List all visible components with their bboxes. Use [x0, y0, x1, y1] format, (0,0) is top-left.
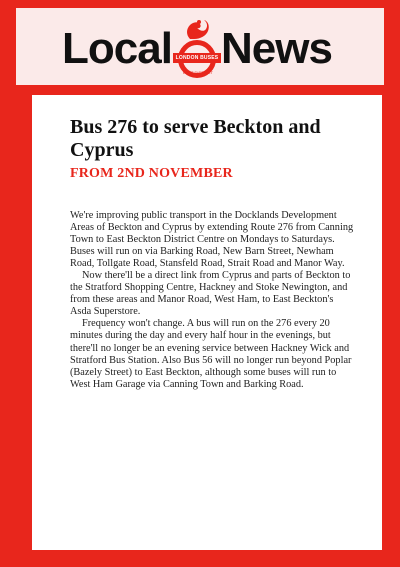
- article-headline: Bus 276 to serve Beckton and Cyprus: [70, 116, 321, 161]
- article-paragraph-1: We're improving public transport in the Docklands Development Areas of Beckton and Cyprus by extending Route 276 from Canning Town to East Beckton District Centre on Mondays to Saturdays. Buses will run on via Barking Road, New Barn Street, Newham Road, Tollgate Road, Stansfeld Road, Strait Road and Manor Way.: [70, 210, 354, 270]
- london-buses-logo-icon: [173, 16, 223, 82]
- roundel-bar: LONDON BUSES: [173, 53, 221, 63]
- logo-subtitle: EAST DISTRICT: [183, 70, 213, 75]
- masthead-title-right: News: [221, 24, 332, 73]
- masthead: [16, 8, 384, 85]
- article-subhead: FROM 2ND NOVEMBER: [70, 166, 233, 181]
- article-body: [70, 210, 356, 391]
- article-paragraph-2: Now there'll be a direct link from Cyprus and parts of Beckton to the Stratford Shopping Centre, Hackney and Stoke Newington, and from these areas and Manor Road, West Ham, to East Beckton's Asda Superstore.: [70, 270, 351, 318]
- masthead-title-left: Local: [62, 24, 172, 73]
- squirrel-icon: [184, 17, 210, 41]
- article-paragraph-3: Frequency won't change. A bus will run on the 276 every 20 minutes during the day and every half hour in the evenings, but there'll no longer be an evening service between Hackney Wick and Stratford Bus Station. Also Bus 56 will no longer run beyond Poplar (Bazely Street) to East Beckton, although some buses will run to West Ham Garage via Canning Town and Barking Road.: [70, 318, 352, 390]
- article-sheet: [32, 95, 382, 550]
